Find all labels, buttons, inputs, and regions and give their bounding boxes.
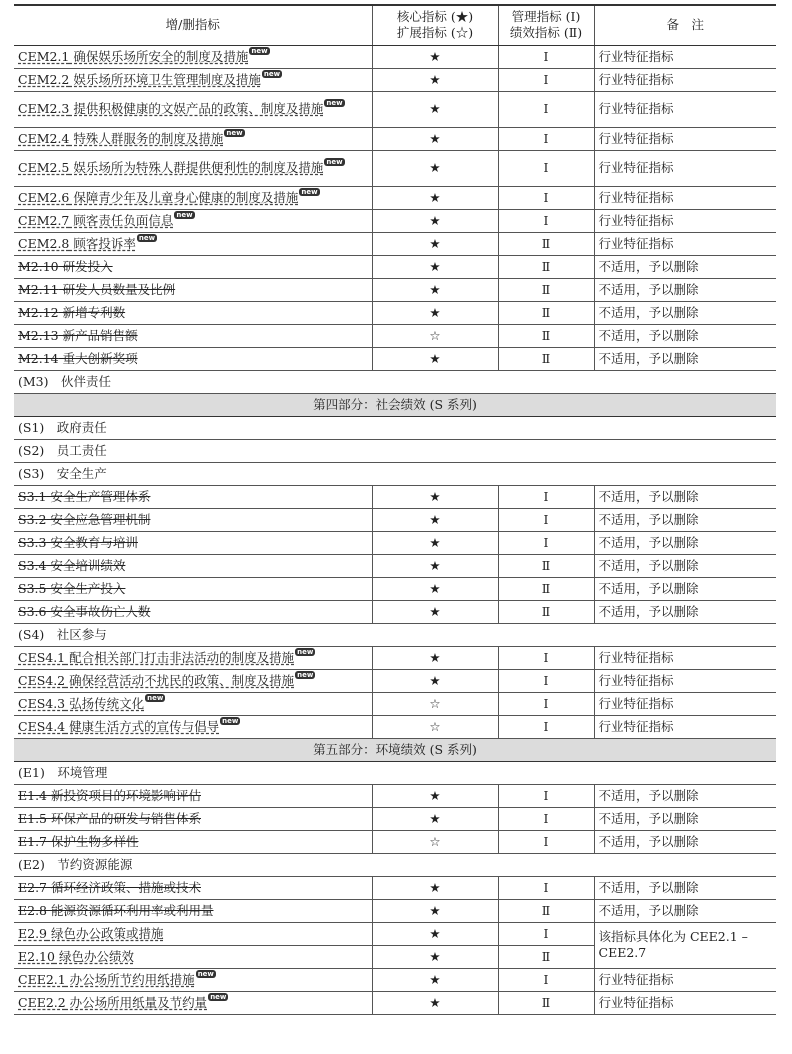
rows-s3 xyxy=(14,485,776,623)
indicator-cell xyxy=(14,347,372,370)
table-row xyxy=(14,899,776,922)
table-row xyxy=(14,232,776,255)
section-part4: 第四部分：社会绩效 (S 系列) xyxy=(14,393,776,416)
indicator-cell xyxy=(14,922,372,945)
core-mark-cell: ★ xyxy=(372,209,498,232)
remark-cell: 不适用，予以删除 xyxy=(594,531,776,554)
table-row xyxy=(14,68,776,91)
indicator-name: 办公场所节约用纸措施 xyxy=(65,971,195,987)
type-mark-cell: Ⅱ xyxy=(498,945,594,968)
indicator-code: CEM2.7 xyxy=(18,212,70,228)
indicator-code: CEM2.1 xyxy=(18,48,70,64)
remark-cell: 不适用，予以删除 xyxy=(594,784,776,807)
new-badge: new xyxy=(210,992,227,1001)
core-mark-cell: ★ xyxy=(372,646,498,669)
indicator-cell xyxy=(14,255,372,278)
type-mark-cell: Ⅰ xyxy=(498,485,594,508)
type-mark-cell: Ⅰ xyxy=(498,45,594,68)
core-mark-cell: ★ xyxy=(372,669,498,692)
indicator-name: 重大创新奖项 xyxy=(58,350,138,366)
indicator-cell xyxy=(14,232,372,255)
indicator-code: CEM2.6 xyxy=(18,189,70,205)
indicator-name: 弘扬传统文化 xyxy=(65,695,145,711)
indicator-code: E2.7 xyxy=(18,879,48,895)
indicator-name: 确保经营活动不扰民的政策、制度及措施 xyxy=(65,672,295,688)
new-badge: new xyxy=(176,210,193,219)
header-remark: 备 注 xyxy=(594,5,776,45)
remark-cell: 不适用，予以删除 xyxy=(594,508,776,531)
core-mark-cell: ★ xyxy=(372,127,498,150)
core-mark-cell: ★ xyxy=(372,945,498,968)
core-mark-cell: ★ xyxy=(372,68,498,91)
indicator-code: CEM2.3 xyxy=(18,101,70,116)
indicator-cell xyxy=(14,600,372,623)
indicator-name: 保障青少年及儿童身心健康的制度及措施 xyxy=(69,189,299,205)
core-mark-cell: ★ xyxy=(372,232,498,255)
table-row xyxy=(14,807,776,830)
indicator-name: 安全应急管理机制 xyxy=(46,511,151,527)
core-mark-cell: ★ xyxy=(372,554,498,577)
type-mark-cell: Ⅱ xyxy=(498,255,594,278)
table-row xyxy=(14,577,776,600)
table-row xyxy=(14,255,776,278)
remark-cell: 行业特征指标 xyxy=(594,150,776,186)
indicator-code: M2.13 xyxy=(18,327,59,343)
indicator-name: 保护生物多样性 xyxy=(47,833,139,849)
remark-cell: 不适用，予以删除 xyxy=(594,485,776,508)
indicator-table xyxy=(14,4,776,1015)
core-mark-cell: ☆ xyxy=(372,324,498,347)
indicator-cell xyxy=(14,485,372,508)
remark-cell: 不适用，予以删除 xyxy=(594,301,776,324)
indicator-name: 安全事故伤亡人数 xyxy=(46,603,151,619)
core-mark-cell: ★ xyxy=(372,508,498,531)
table-row xyxy=(14,600,776,623)
indicator-cell xyxy=(14,692,372,715)
indicator-cell xyxy=(14,669,372,692)
remark-cell: 行业特征指标 xyxy=(594,209,776,232)
core-mark-cell: ★ xyxy=(372,784,498,807)
indicator-code: S3.3 xyxy=(18,534,47,550)
core-mark-cell: ★ xyxy=(372,922,498,945)
group-label-e1: (E1) 环境管理 xyxy=(14,761,776,784)
type-mark-cell: Ⅰ xyxy=(498,186,594,209)
new-badge: new xyxy=(297,647,314,656)
indicator-code: CEM2.2 xyxy=(18,71,70,87)
indicator-name: 能源资源循环利用率或利用量 xyxy=(47,902,214,918)
table-row xyxy=(14,784,776,807)
core-mark-cell: ☆ xyxy=(372,715,498,738)
indicator-cell xyxy=(14,715,372,738)
indicator-cell xyxy=(14,784,372,807)
indicator-cell xyxy=(14,830,372,853)
indicator-name: 办公场所用纸量及节约量 xyxy=(65,994,208,1010)
type-mark-cell: Ⅰ xyxy=(498,876,594,899)
new-badge: new xyxy=(326,158,343,166)
type-mark-cell: Ⅰ xyxy=(498,968,594,991)
remark-cell: 不适用，予以删除 xyxy=(594,347,776,370)
indicator-name: 特殊人群服务的制度及措施 xyxy=(69,130,224,146)
remark-cell: 该指标具体化为 CEE2.1 – CEE2.7 xyxy=(594,922,776,968)
table-row xyxy=(14,150,776,186)
indicator-name: 绿色办公绩效 xyxy=(54,948,134,964)
new-badge: new xyxy=(147,693,164,702)
indicator-code: CES4.2 xyxy=(18,672,66,688)
table-row xyxy=(14,692,776,715)
group-label-s3: (S3) 安全生产 xyxy=(14,462,776,485)
indicator-cell xyxy=(14,186,372,209)
group-label-m3: (M3) 伙伴责任 xyxy=(14,370,776,393)
core-mark-cell: ★ xyxy=(372,186,498,209)
remark-cell: 不适用，予以删除 xyxy=(594,807,776,830)
indicator-cell xyxy=(14,91,372,127)
table-row xyxy=(14,922,776,945)
remark-cell: 行业特征指标 xyxy=(594,186,776,209)
group-label-s1: (S1) 政府责任 xyxy=(14,416,776,439)
type-mark-cell: Ⅱ xyxy=(498,347,594,370)
rows-e2 xyxy=(14,876,776,1014)
rows-m2 xyxy=(14,45,776,370)
core-mark-cell: ★ xyxy=(372,577,498,600)
indicator-name: 研发投入 xyxy=(58,258,113,274)
table-row xyxy=(14,485,776,508)
indicator-name: 安全教育与培训 xyxy=(46,534,138,550)
indicator-cell xyxy=(14,68,372,91)
core-mark-cell: ★ xyxy=(372,485,498,508)
group-label-e2: (E2) 节约资源能源 xyxy=(14,853,776,876)
type-mark-cell: Ⅰ xyxy=(498,508,594,531)
rows-s4 xyxy=(14,646,776,738)
type-mark-cell: Ⅱ xyxy=(498,232,594,255)
indicator-code: E1.7 xyxy=(18,833,48,849)
section-part5: 第五部分：环境绩效 (S 系列) xyxy=(14,738,776,761)
indicator-code: CEM2.8 xyxy=(18,235,70,251)
type-mark-cell: Ⅰ xyxy=(498,68,594,91)
type-mark-cell: Ⅱ xyxy=(498,278,594,301)
indicator-code: CEM2.5 xyxy=(18,160,70,175)
indicator-code: CES4.4 xyxy=(18,718,66,734)
indicator-cell xyxy=(14,508,372,531)
core-mark-cell: ☆ xyxy=(372,692,498,715)
group-label-s4: (S4) 社区参与 xyxy=(14,623,776,646)
new-badge: new xyxy=(251,46,268,55)
core-mark-cell: ★ xyxy=(372,807,498,830)
type-mark-cell: Ⅰ xyxy=(498,922,594,945)
indicator-code: CEE2.2 xyxy=(18,994,66,1010)
remark-cell: 行业特征指标 xyxy=(594,715,776,738)
header-indicator: 增/删指标 xyxy=(14,5,372,45)
indicator-cell xyxy=(14,150,372,186)
core-mark-cell: ★ xyxy=(372,91,498,127)
indicator-cell xyxy=(14,531,372,554)
core-mark-cell: ★ xyxy=(372,150,498,186)
remark-cell: 行业特征指标 xyxy=(594,968,776,991)
indicator-code: S3.1 xyxy=(18,488,47,504)
rows-e1 xyxy=(14,784,776,853)
type-mark-cell: Ⅰ xyxy=(498,692,594,715)
indicator-code: M2.10 xyxy=(18,258,59,274)
indicator-cell xyxy=(14,209,372,232)
new-badge: new xyxy=(301,187,318,196)
type-mark-cell: Ⅰ xyxy=(498,830,594,853)
indicator-code: E1.5 xyxy=(18,810,48,826)
indicator-code: M2.12 xyxy=(18,304,59,320)
remark-cell: 不适用，予以删除 xyxy=(594,899,776,922)
table-row xyxy=(14,209,776,232)
table-row xyxy=(14,347,776,370)
indicator-code: S3.2 xyxy=(18,511,47,527)
table-row xyxy=(14,830,776,853)
type-mark-cell: Ⅱ xyxy=(498,301,594,324)
table-row xyxy=(14,968,776,991)
type-mark-cell: Ⅰ xyxy=(498,531,594,554)
table-header xyxy=(14,5,776,45)
new-badge: new xyxy=(226,128,243,137)
new-badge: new xyxy=(138,233,156,242)
table-row xyxy=(14,301,776,324)
group-m3 xyxy=(14,370,776,485)
indicator-name: 顾客投诉率 xyxy=(69,235,136,251)
type-mark-cell: Ⅰ xyxy=(498,807,594,830)
remark-cell: 行业特征指标 xyxy=(594,692,776,715)
header-management-performance: 管理指标 (Ⅰ) 绩效指标 (Ⅱ) xyxy=(498,5,594,45)
type-mark-cell: Ⅱ xyxy=(498,600,594,623)
indicator-name: 配合相关部门打击非法活动的制度及措施 xyxy=(65,649,295,665)
remark-cell: 行业特征指标 xyxy=(594,45,776,68)
indicator-cell xyxy=(14,991,372,1014)
core-mark-cell: ★ xyxy=(372,600,498,623)
indicator-name: 确保娱乐场所安全的制度及措施 xyxy=(69,48,249,64)
remark-cell: 行业特征指标 xyxy=(594,68,776,91)
indicator-cell xyxy=(14,968,372,991)
remark-cell: 不适用，予以删除 xyxy=(594,577,776,600)
remark-cell: 不适用，予以删除 xyxy=(594,255,776,278)
indicator-code: S3.4 xyxy=(18,557,47,573)
indicator-code: M2.11 xyxy=(18,281,59,297)
core-mark-cell: ★ xyxy=(372,301,498,324)
remark-cell: 行业特征指标 xyxy=(594,91,776,127)
indicator-name: 新投资项目的环境影响评估 xyxy=(47,787,201,803)
type-mark-cell: Ⅰ xyxy=(498,669,594,692)
indicator-code: E2.10 xyxy=(18,948,55,964)
indicator-cell xyxy=(14,324,372,347)
table-row xyxy=(14,991,776,1014)
indicator-name: 提供积极健康的文娱产品的政策、制度及措施 xyxy=(69,101,324,116)
remark-cell: 行业特征指标 xyxy=(594,127,776,150)
type-mark-cell: Ⅰ xyxy=(498,209,594,232)
indicator-cell xyxy=(14,301,372,324)
indicator-cell xyxy=(14,945,372,968)
indicator-name: 娱乐场所环境卫生管理制度及措施 xyxy=(69,71,261,87)
type-mark-cell: Ⅰ xyxy=(498,91,594,127)
table-row xyxy=(14,531,776,554)
core-mark-cell: ★ xyxy=(372,991,498,1014)
indicator-name: 研发人员数量及比例 xyxy=(58,281,176,297)
remark-cell: 行业特征指标 xyxy=(594,669,776,692)
remark-cell: 不适用，予以删除 xyxy=(594,554,776,577)
table-row xyxy=(14,45,776,68)
group-label-s2: (S2) 员工责任 xyxy=(14,439,776,462)
indicator-cell xyxy=(14,876,372,899)
core-mark-cell: ★ xyxy=(372,899,498,922)
indicator-name: 循环经济政策、措施或技术 xyxy=(47,879,201,895)
core-mark-cell: ★ xyxy=(372,255,498,278)
type-mark-cell: Ⅱ xyxy=(498,554,594,577)
core-mark-cell: ★ xyxy=(372,876,498,899)
core-mark-cell: ★ xyxy=(372,968,498,991)
table-row xyxy=(14,876,776,899)
new-badge: new xyxy=(263,69,281,78)
new-badge: new xyxy=(297,670,314,679)
type-mark-cell: Ⅱ xyxy=(498,899,594,922)
core-mark-cell: ☆ xyxy=(372,830,498,853)
indicator-cell xyxy=(14,45,372,68)
indicator-cell xyxy=(14,554,372,577)
remark-cell: 不适用，予以删除 xyxy=(594,324,776,347)
indicator-code: S3.5 xyxy=(18,580,47,596)
indicator-name: 健康生活方式的宣传与倡导 xyxy=(65,718,220,734)
core-mark-cell: ★ xyxy=(372,347,498,370)
table-row xyxy=(14,646,776,669)
type-mark-cell: Ⅰ xyxy=(498,150,594,186)
indicator-code: E2.9 xyxy=(18,925,48,941)
indicator-cell xyxy=(14,577,372,600)
indicator-name: 安全生产管理体系 xyxy=(46,488,151,504)
new-badge: new xyxy=(326,99,343,107)
type-mark-cell: Ⅱ xyxy=(498,577,594,600)
indicator-name: 顾客责任负面信息 xyxy=(69,212,174,228)
indicator-code: S3.6 xyxy=(18,603,47,619)
remark-cell: 不适用，予以删除 xyxy=(594,876,776,899)
indicator-code: CES4.3 xyxy=(18,695,66,711)
type-mark-cell: Ⅱ xyxy=(498,324,594,347)
table-row xyxy=(14,186,776,209)
indicator-name: 绿色办公政策或措施 xyxy=(47,925,164,941)
core-mark-cell: ★ xyxy=(372,531,498,554)
header-core-extended: 核心指标 (★) 扩展指标 (☆) xyxy=(372,5,498,45)
type-mark-cell: Ⅰ xyxy=(498,784,594,807)
indicator-cell xyxy=(14,646,372,669)
table-row xyxy=(14,278,776,301)
table-row xyxy=(14,554,776,577)
table-row xyxy=(14,91,776,127)
indicator-name: 环保产品的研发与销售体系 xyxy=(47,810,201,826)
remark-cell: 不适用，予以删除 xyxy=(594,830,776,853)
indicator-name: 新增专利数 xyxy=(58,304,126,320)
indicator-name: 新产品销售额 xyxy=(58,327,138,343)
type-mark-cell: Ⅰ xyxy=(498,715,594,738)
table-row xyxy=(14,508,776,531)
new-badge: new xyxy=(222,716,239,725)
core-mark-cell: ★ xyxy=(372,45,498,68)
type-mark-cell: Ⅰ xyxy=(498,646,594,669)
type-mark-cell: Ⅱ xyxy=(498,991,594,1014)
indicator-name: 安全培训绩效 xyxy=(46,557,126,573)
table-row xyxy=(14,715,776,738)
indicator-code: CEE2.1 xyxy=(18,971,66,987)
indicator-code: M2.14 xyxy=(18,350,59,366)
indicator-cell xyxy=(14,127,372,150)
indicator-name: 安全生产投入 xyxy=(46,580,126,596)
indicator-code: CES4.1 xyxy=(18,649,66,665)
remark-cell: 行业特征指标 xyxy=(594,991,776,1014)
remark-cell: 不适用，予以删除 xyxy=(594,278,776,301)
indicator-cell xyxy=(14,807,372,830)
remark-cell: 不适用，予以删除 xyxy=(594,600,776,623)
type-mark-cell: Ⅰ xyxy=(498,127,594,150)
core-mark-cell: ★ xyxy=(372,278,498,301)
indicator-name: 娱乐场所为特殊人群提供便利性的制度及措施 xyxy=(69,160,324,175)
remark-cell: 行业特征指标 xyxy=(594,646,776,669)
table-row xyxy=(14,127,776,150)
table-row xyxy=(14,669,776,692)
new-badge: new xyxy=(197,969,214,978)
indicator-cell xyxy=(14,899,372,922)
indicator-code: E1.4 xyxy=(18,787,48,803)
table-row xyxy=(14,324,776,347)
indicator-cell xyxy=(14,278,372,301)
remark-cell: 行业特征指标 xyxy=(594,232,776,255)
indicator-code: CEM2.4 xyxy=(18,130,70,146)
indicator-code: E2.8 xyxy=(18,902,48,918)
